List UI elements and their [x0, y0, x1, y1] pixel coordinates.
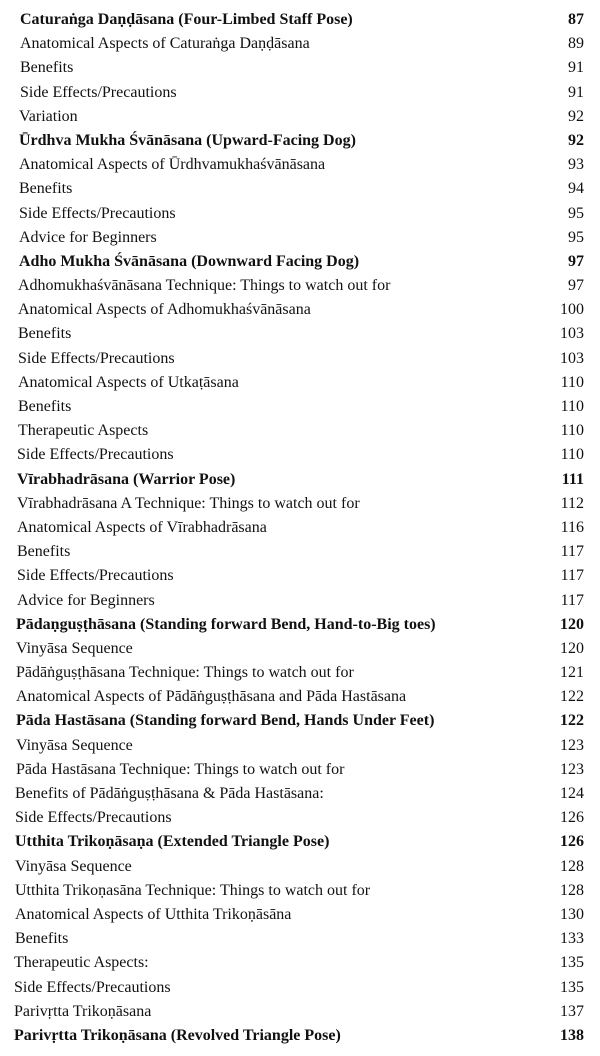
- toc-entry-title: Anatomical Aspects of Utthita Trikoṇāsāna: [15, 905, 292, 923]
- toc-entry-title: Anatomical Aspects of Adhomukhaśvānāsana: [18, 301, 311, 319]
- toc-entry-page-number: 100: [560, 301, 584, 319]
- toc-entry-title: Side Effects/Precautions: [17, 446, 174, 464]
- toc-entry-page-number: 128: [560, 857, 584, 875]
- toc-entry-title: Side Effects/Precautions: [15, 809, 172, 827]
- toc-entry-title: Side Effects/Precautions: [20, 83, 177, 101]
- toc-entry-title: Vīrabhadrāsana A Technique: Things to watch out for: [17, 494, 360, 512]
- toc-entry: [0, 56, 600, 80]
- toc-entry-page-number: 87: [568, 11, 584, 28]
- toc-entry-title: Benefits: [15, 930, 69, 948]
- toc-entry-page-number: 110: [560, 446, 584, 464]
- toc-entry: [0, 855, 600, 879]
- toc-entry-title: Variation: [19, 107, 78, 125]
- toc-entry-title: Utthita Trikoṇasāna Technique: Things to watch out for: [15, 881, 371, 899]
- table-of-contents: [0, 8, 600, 1048]
- toc-entry: [0, 177, 600, 201]
- toc-entry-page-number: 133: [560, 930, 584, 948]
- toc-entry: [0, 976, 600, 1000]
- toc-section-heading: [0, 468, 600, 492]
- toc-entry-title: Advice for Beginners: [17, 591, 155, 609]
- toc-entry-title: Adho Mukha Śvānāsana (Downward Facing Dog): [19, 252, 360, 270]
- toc-entry-page-number: 94: [568, 180, 584, 198]
- toc-entry-page-number: 120: [560, 639, 584, 657]
- toc-entry: [0, 927, 600, 951]
- toc-entry-page-number: 137: [560, 1002, 584, 1020]
- toc-section-heading: [0, 8, 600, 32]
- toc-entry-page-number: 120: [560, 615, 584, 633]
- toc-entry: [0, 782, 600, 806]
- toc-entry-title: Therapeutic Aspects: [18, 422, 149, 440]
- toc-entry-title: Anatomical Aspects of Utkaṭāsana: [18, 373, 239, 391]
- toc-entry: [0, 81, 600, 105]
- toc-entry-page-number: 126: [560, 809, 584, 827]
- toc-entry-title: Benefits: [19, 180, 73, 198]
- toc-entry-title: Benefits: [17, 543, 71, 561]
- toc-entry: [0, 32, 600, 56]
- toc-entry: [0, 347, 600, 371]
- toc-entry: [0, 153, 600, 177]
- toc-entry-title: Pāda Hastāsana Technique: Things to watch out for: [16, 760, 345, 778]
- toc-entry: [0, 443, 600, 467]
- toc-entry-title: Anatomical Aspects of Pādāṅguṣṭhāsana and Pāda Hastāsana: [16, 688, 407, 706]
- toc-entry-page-number: 121: [560, 664, 584, 682]
- toc-entry-title: Pāda Hastāsana (Standing forward Bend, Hands Under Feet): [16, 712, 435, 730]
- toc-entry-page-number: 138: [560, 1026, 584, 1044]
- toc-section-heading: [0, 830, 600, 854]
- toc-entry-page-number: 93: [568, 156, 584, 174]
- toc-entry-page-number: 130: [560, 905, 584, 923]
- toc-entry-title: Side Effects/Precautions: [14, 978, 171, 996]
- toc-entry-page-number: 110: [560, 398, 584, 415]
- toc-entry-title: Benefits: [18, 325, 72, 343]
- toc-entry-page-number: 95: [568, 228, 584, 246]
- toc-entry: [0, 758, 600, 782]
- toc-section-heading: [0, 1024, 600, 1048]
- toc-section-heading: [0, 709, 600, 733]
- toc-entry-page-number: 123: [560, 736, 584, 754]
- toc-entry-title: Anatomical Aspects of Vīrabhadrāsana: [17, 518, 267, 536]
- toc-entry-title: Therapeutic Aspects:: [14, 954, 149, 972]
- toc-section-heading: [0, 613, 600, 637]
- toc-entry-page-number: 117: [560, 567, 584, 585]
- toc-entry-page-number: 112: [560, 494, 584, 512]
- toc-entry-page-number: 103: [560, 349, 584, 367]
- toc-entry-page-number: 116: [560, 518, 584, 536]
- toc-entry-title: Side Effects/Precautions: [17, 567, 174, 585]
- toc-entry-title: Parivṛtta Trikoṇāsana (Revolved Triangle Pose): [14, 1026, 341, 1044]
- toc-entry-page-number: 92: [568, 131, 584, 149]
- toc-entry: [0, 419, 600, 443]
- toc-entry-title: Side Effects/Precautions: [18, 349, 175, 367]
- toc-entry: [0, 298, 600, 322]
- toc-entry-title: Benefits of Pādāṅguṣṭhāsana & Pāda Hastāsana:: [15, 785, 324, 802]
- toc-entry-page-number: 117: [560, 543, 584, 561]
- toc-entry: [0, 589, 600, 613]
- toc-entry-title: Benefits: [20, 59, 74, 77]
- toc-entry-page-number: 135: [560, 978, 584, 996]
- toc-entry: [0, 274, 600, 298]
- toc-entry-page-number: 124: [560, 785, 584, 802]
- toc-entry: [0, 1000, 600, 1024]
- toc-entry-page-number: 95: [568, 204, 584, 222]
- toc-entry-page-number: 92: [568, 107, 584, 125]
- toc-entry-title: Vinyāsa Sequence: [16, 736, 133, 754]
- toc-entry: [0, 879, 600, 903]
- toc-entry-title: Pādāṅguṣṭhāsana Technique: Things to watch out for: [16, 664, 354, 682]
- toc-entry: [0, 806, 600, 830]
- toc-entry: [0, 637, 600, 661]
- toc-entry-title: Vīrabhadrāsana (Warrior Pose): [17, 470, 236, 488]
- toc-entry-title: Ūrdhva Mukha Śvānāsana (Upward-Facing Dog): [19, 131, 356, 149]
- toc-entry: [0, 226, 600, 250]
- toc-entry: [0, 734, 600, 758]
- toc-entry-page-number: 110: [560, 422, 584, 440]
- toc-section-heading: [0, 250, 600, 274]
- toc-entry-page-number: 117: [560, 591, 584, 609]
- toc-entry: [0, 951, 600, 975]
- toc-entry-page-number: 103: [560, 325, 584, 343]
- toc-entry: [0, 564, 600, 588]
- toc-entry: [0, 903, 600, 927]
- toc-entry-page-number: 123: [560, 760, 584, 778]
- toc-entry-page-number: 128: [560, 881, 584, 899]
- toc-entry: [0, 661, 600, 685]
- toc-entry-page-number: 126: [560, 833, 584, 851]
- toc-entry: [0, 540, 600, 564]
- toc-entry-page-number: 135: [560, 954, 584, 972]
- toc-entry-page-number: 110: [560, 373, 584, 391]
- toc-entry-title: Advice for Beginners: [19, 228, 157, 246]
- toc-section-heading: [0, 129, 600, 153]
- toc-entry-title: Adhomukhaśvānāsana Technique: Things to watch out for: [18, 277, 391, 295]
- toc-entry: [0, 516, 600, 540]
- toc-entry-title: Vinyāsa Sequence: [15, 857, 132, 875]
- toc-entry-title: Benefits: [18, 398, 72, 415]
- toc-entry-page-number: 97: [568, 277, 584, 295]
- toc-entry: [0, 371, 600, 395]
- toc-entry-page-number: 122: [560, 712, 584, 730]
- toc-entry-page-number: 91: [568, 83, 584, 101]
- toc-entry: [0, 202, 600, 226]
- toc-entry: [0, 395, 600, 419]
- toc-entry: [0, 492, 600, 516]
- toc-entry-title: Pādaṇguṣṭhāsana (Standing forward Bend, Hand-to-Big toes): [16, 615, 436, 633]
- toc-entry: [0, 105, 600, 129]
- toc-entry-title: Parivṛtta Trikoṇāsana: [14, 1002, 152, 1020]
- toc-entry-page-number: 122: [560, 688, 584, 706]
- toc-entry-page-number: 89: [568, 35, 584, 53]
- toc-entry-page-number: 111: [561, 470, 584, 488]
- toc-entry-title: Anatomical Aspects of Ūrdhvamukhaśvānāsana: [19, 156, 326, 174]
- toc-entry-title: Caturaṅga Daṇḍāsana (Four-Limbed Staff Pose): [20, 11, 353, 28]
- toc-entry-title: Utthita Trikoṇāsaṇa (Extended Triangle Pose): [15, 833, 330, 851]
- toc-entry-page-number: 91: [568, 59, 584, 77]
- toc-entry-title: Vinyāsa Sequence: [16, 639, 133, 657]
- toc-entry: [0, 322, 600, 346]
- toc-entry-page-number: 97: [568, 252, 584, 270]
- toc-entry-title: Anatomical Aspects of Caturaṅga Daṇḍāsana: [20, 35, 310, 53]
- toc-entry: [0, 685, 600, 709]
- toc-entry-title: Side Effects/Precautions: [19, 204, 176, 222]
